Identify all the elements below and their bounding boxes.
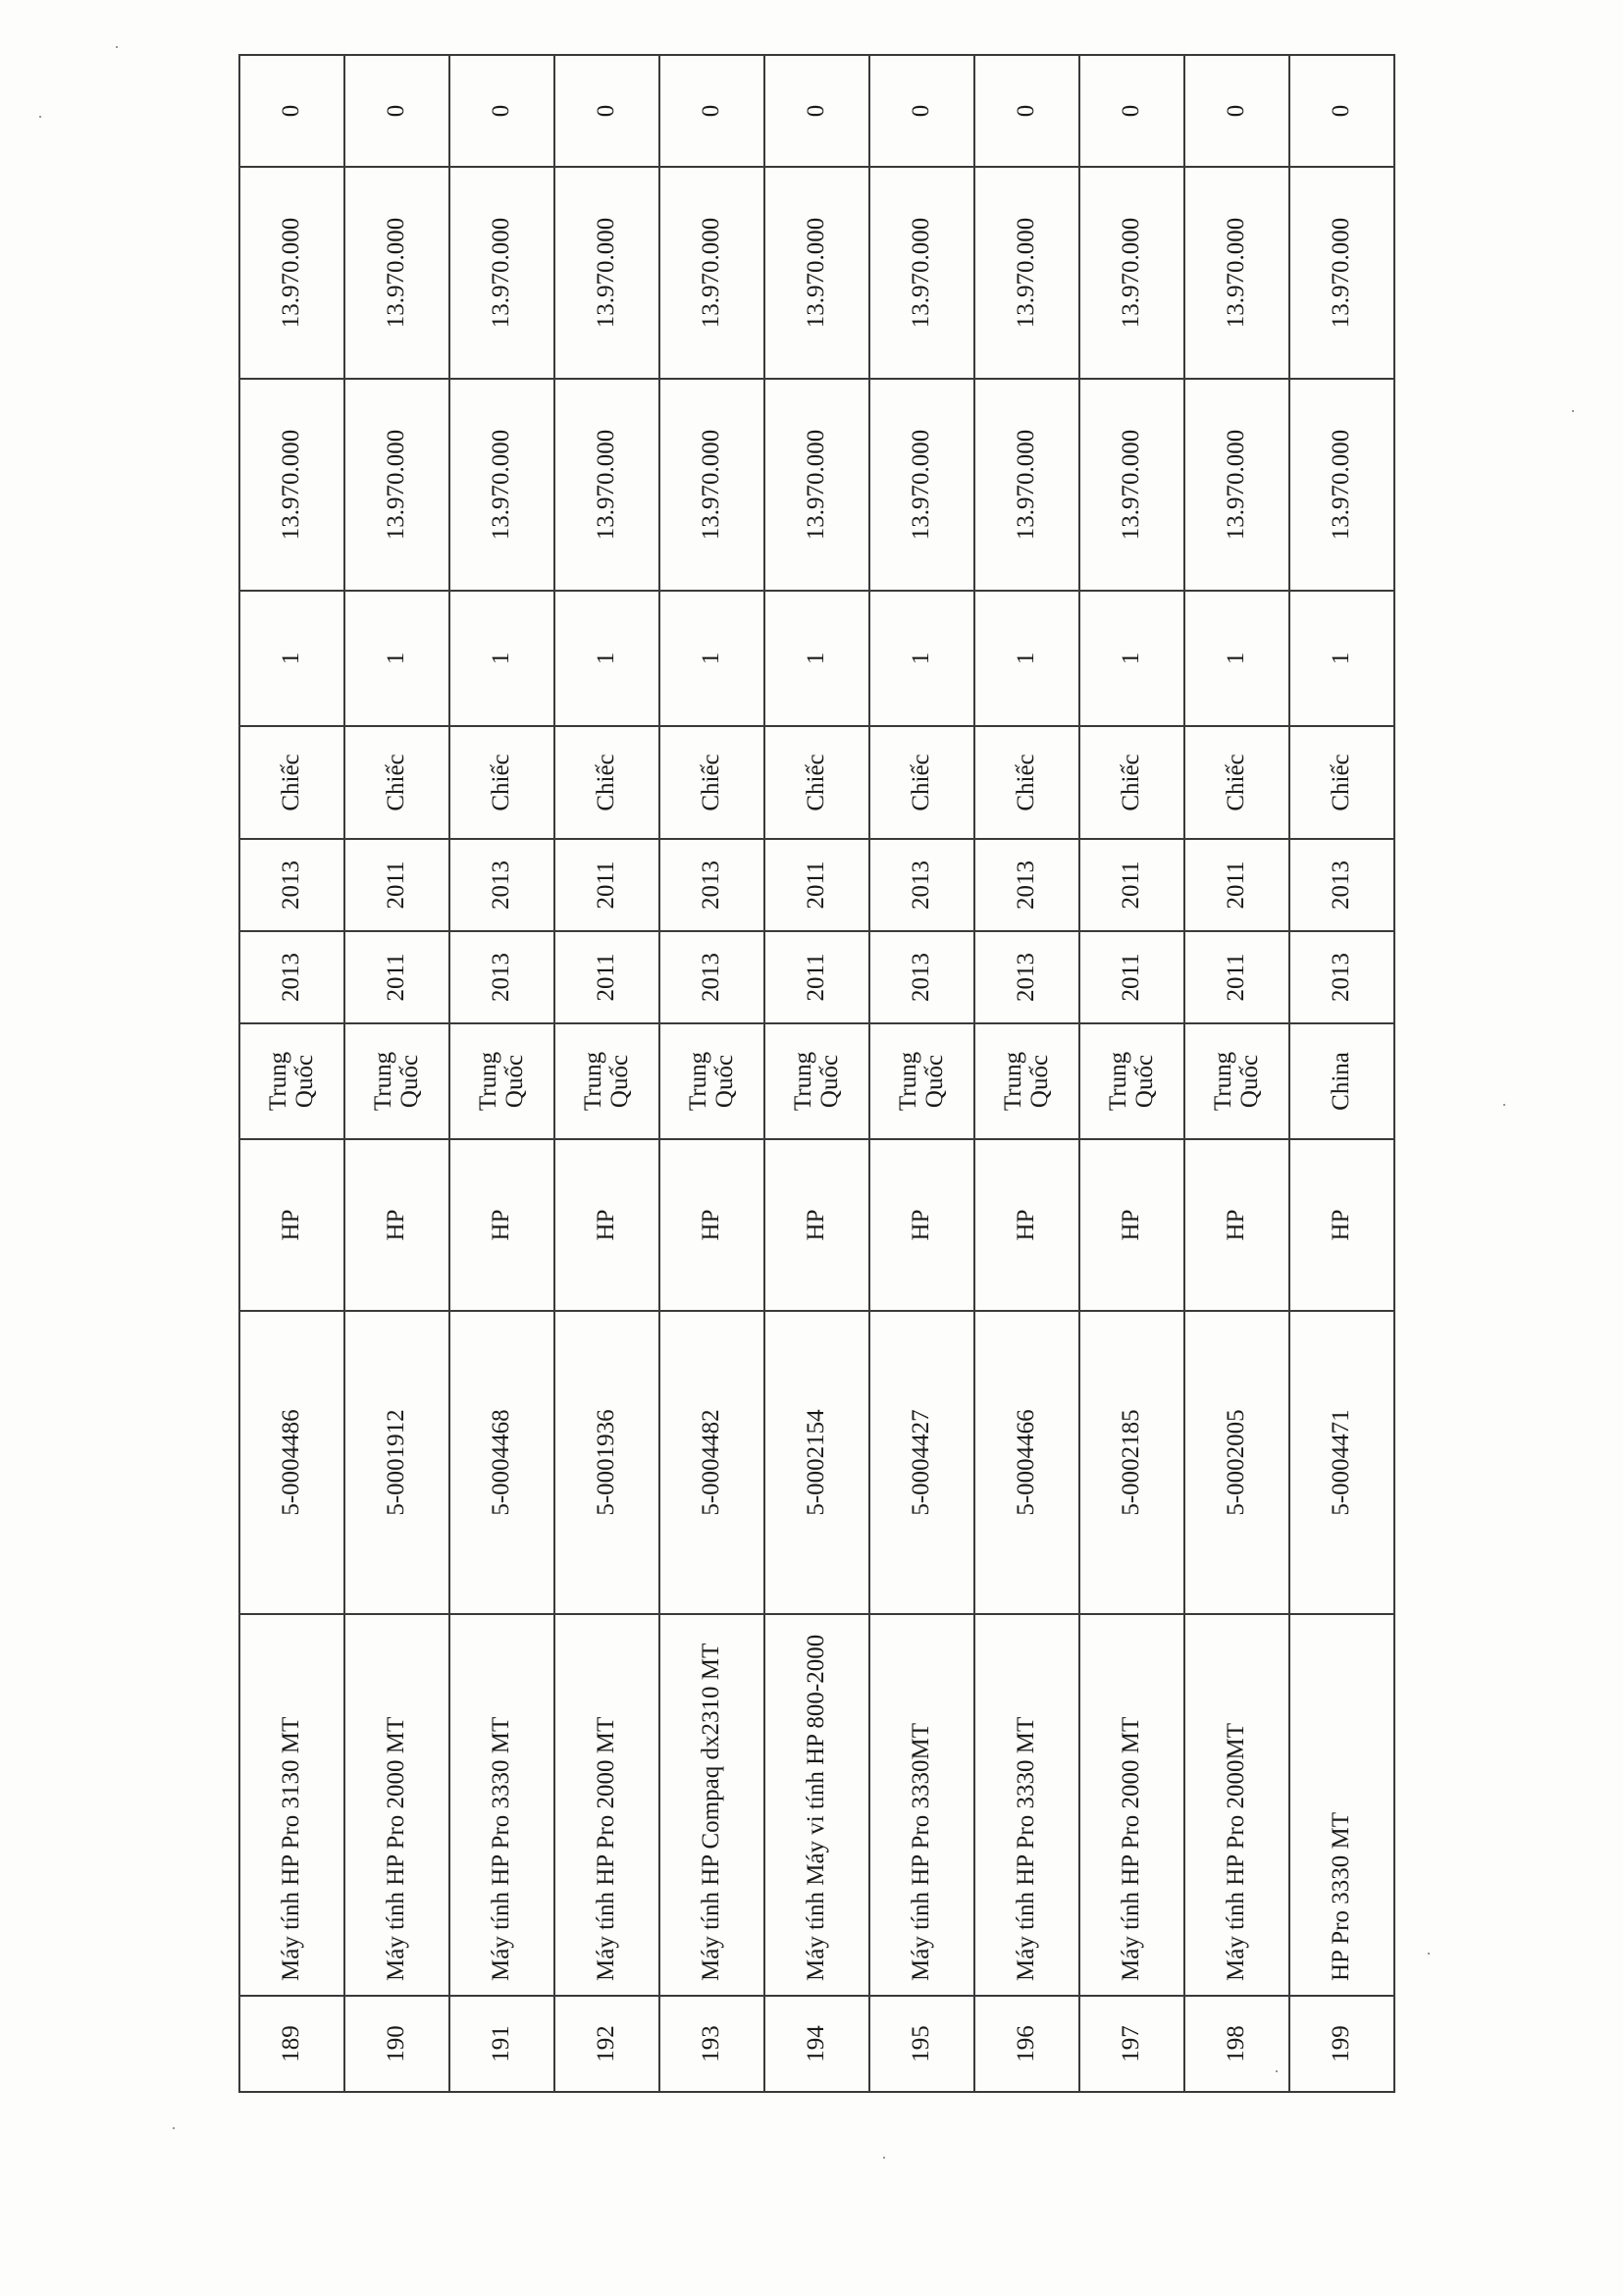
asset-name-cell: Máy tính HP Pro 2000MT [1184,1614,1289,1996]
table-row [1079,55,1184,2092]
origin-country-cell: Trung Quốc [554,1023,659,1139]
total-value-cell: 13.970.000 [449,167,554,379]
quantity-cell: 1 [554,591,659,726]
year-manufactured-cell: 2013 [1289,931,1394,1023]
year-in-use-cell: 2013 [974,839,1079,931]
asset-code-cell: 5-0002005 [1184,1311,1289,1614]
total-value-cell: 13.970.000 [239,167,344,379]
total-value-cell: 13.970.000 [344,167,449,379]
brand-cell: HP [1079,1139,1184,1311]
asset-code-cell: 5-0004468 [449,1311,554,1614]
unit-price-cell: 13.970.000 [344,379,449,591]
unit-price-cell: 13.970.000 [554,379,659,591]
unit-cell: Chiếc [239,726,344,839]
total-value-cell: 13.970.000 [554,167,659,379]
year-manufactured-cell: 2013 [974,931,1079,1023]
unit-cell: Chiếc [554,726,659,839]
remaining-value-cell: 0 [1289,55,1394,167]
year-manufactured-cell: 2013 [239,931,344,1023]
brand-cell: HP [239,1139,344,1311]
total-value-cell: 13.970.000 [1289,167,1394,379]
unit-cell: Chiếc [1079,726,1184,839]
scan-speck [1572,410,1574,412]
unit-price-cell: 13.970.000 [974,379,1079,591]
scan-speck [1503,1104,1505,1106]
unit-cell: Chiếc [869,726,974,839]
brand-cell: HP [554,1139,659,1311]
table-landscape-frame [238,56,1392,2093]
table-row [239,55,344,2092]
total-value-cell: 13.970.000 [1079,167,1184,379]
quantity-cell: 1 [449,591,554,726]
row-number-cell: 195 [869,1996,974,2092]
brand-cell: HP [344,1139,449,1311]
asset-name-cell: Máy tính HP Pro 2000 MT [344,1614,449,1996]
unit-price-cell: 13.970.000 [1184,379,1289,591]
table-row [974,55,1079,2092]
unit-price-cell: 13.970.000 [449,379,554,591]
asset-name-cell: Máy tính HP Pro 3330 MT [974,1614,1079,1996]
row-number-cell: 189 [239,1996,344,2092]
total-value-cell: 13.970.000 [869,167,974,379]
unit-cell: Chiếc [449,726,554,839]
asset-code-cell: 5-0001912 [344,1311,449,1614]
brand-cell: HP [1289,1139,1394,1311]
year-manufactured-cell: 2011 [554,931,659,1023]
remaining-value-cell: 0 [554,55,659,167]
remaining-value-cell: 0 [449,55,554,167]
row-number-cell: 199 [1289,1996,1394,2092]
unit-cell: Chiếc [974,726,1079,839]
row-number-cell: 193 [659,1996,764,2092]
table-row [764,55,869,2092]
table-row [659,55,764,2092]
table-row [869,55,974,2092]
asset-code-cell: 5-0002154 [764,1311,869,1614]
quantity-cell: 1 [1289,591,1394,726]
quantity-cell: 1 [1184,591,1289,726]
year-manufactured-cell: 2013 [659,931,764,1023]
remaining-value-cell: 0 [869,55,974,167]
origin-country-cell: China [1289,1023,1394,1139]
origin-country-cell: Trung Quốc [1184,1023,1289,1139]
year-in-use-cell: 2011 [554,839,659,931]
year-manufactured-cell: 2011 [764,931,869,1023]
table-row [1184,55,1289,2092]
year-manufactured-cell: 2013 [869,931,974,1023]
year-in-use-cell: 2013 [449,839,554,931]
asset-code-cell: 5-0004471 [1289,1311,1394,1614]
year-manufactured-cell: 2011 [1184,931,1289,1023]
row-number-cell: 197 [1079,1996,1184,2092]
total-value-cell: 13.970.000 [659,167,764,379]
table-row [1289,55,1394,2092]
table-row [554,55,659,2092]
unit-cell: Chiếc [764,726,869,839]
asset-code-cell: 5-0004466 [974,1311,1079,1614]
origin-country-cell: Trung Quốc [344,1023,449,1139]
year-manufactured-cell: 2013 [449,931,554,1023]
quantity-cell: 1 [1079,591,1184,726]
origin-country-cell: Trung Quốc [449,1023,554,1139]
unit-price-cell: 13.970.000 [1079,379,1184,591]
quantity-cell: 1 [344,591,449,726]
origin-country-cell: Trung Quốc [659,1023,764,1139]
scan-speck [1428,1953,1430,1955]
total-value-cell: 13.970.000 [974,167,1079,379]
year-in-use-cell: 2013 [1289,839,1394,931]
asset-name-cell: Máy tính HP Pro 3330 MT [449,1614,554,1996]
year-in-use-cell: 2013 [239,839,344,931]
unit-cell: Chiếc [1184,726,1289,839]
asset-code-cell: 5-0004486 [239,1311,344,1614]
unit-price-cell: 13.970.000 [1289,379,1394,591]
brand-cell: HP [974,1139,1079,1311]
unit-price-cell: 13.970.000 [764,379,869,591]
remaining-value-cell: 0 [1079,55,1184,167]
origin-country-cell: Trung Quốc [869,1023,974,1139]
year-in-use-cell: 2011 [764,839,869,931]
brand-cell: HP [764,1139,869,1311]
scan-speck [39,116,41,118]
quantity-cell: 1 [764,591,869,726]
brand-cell: HP [659,1139,764,1311]
origin-country-cell: Trung Quốc [764,1023,869,1139]
total-value-cell: 13.970.000 [764,167,869,379]
row-number-cell: 192 [554,1996,659,2092]
row-number-cell: 191 [449,1996,554,2092]
unit-cell: Chiếc [344,726,449,839]
remaining-value-cell: 0 [974,55,1079,167]
brand-cell: HP [1184,1139,1289,1311]
remaining-value-cell: 0 [659,55,764,167]
scan-speck [173,2127,175,2129]
row-number-cell: 190 [344,1996,449,2092]
year-in-use-cell: 2013 [869,839,974,931]
asset-name-cell: Máy tính HP Pro 3330MT [869,1614,974,1996]
unit-price-cell: 13.970.000 [869,379,974,591]
origin-country-cell: Trung Quốc [974,1023,1079,1139]
scan-speck [116,46,118,48]
year-in-use-cell: 2011 [1184,839,1289,931]
table-row [344,55,449,2092]
asset-name-cell: Máy tính Máy vi tính HP 800-2000 [764,1614,869,1996]
unit-cell: Chiếc [659,726,764,839]
asset-name-cell: Máy tính HP Compaq dx2310 MT [659,1614,764,1996]
asset-code-cell: 5-0004482 [659,1311,764,1614]
quantity-cell: 1 [659,591,764,726]
remaining-value-cell: 0 [344,55,449,167]
quantity-cell: 1 [239,591,344,726]
table-body [239,55,1394,2092]
year-in-use-cell: 2011 [1079,839,1184,931]
year-in-use-cell: 2013 [659,839,764,931]
origin-country-cell: Trung Quốc [1079,1023,1184,1139]
row-number-cell: 198 [1184,1996,1289,2092]
asset-inventory-table [238,54,1395,2093]
scan-speck [883,2157,885,2159]
asset-name-cell: HP Pro 3330 MT [1289,1614,1394,1996]
quantity-cell: 1 [869,591,974,726]
asset-code-cell: 5-0004427 [869,1311,974,1614]
asset-name-cell: Máy tính HP Pro 2000 MT [1079,1614,1184,1996]
brand-cell: HP [869,1139,974,1311]
total-value-cell: 13.970.000 [1184,167,1289,379]
scan-speck [1276,2070,1278,2072]
origin-country-cell: Trung Quốc [239,1023,344,1139]
asset-name-cell: Máy tính HP Pro 3130 MT [239,1614,344,1996]
unit-cell: Chiếc [1289,726,1394,839]
year-manufactured-cell: 2011 [344,931,449,1023]
year-manufactured-cell: 2011 [1079,931,1184,1023]
row-number-cell: 196 [974,1996,1079,2092]
asset-name-cell: Máy tính HP Pro 2000 MT [554,1614,659,1996]
table-row [449,55,554,2092]
unit-price-cell: 13.970.000 [659,379,764,591]
year-in-use-cell: 2011 [344,839,449,931]
asset-code-cell: 5-0002185 [1079,1311,1184,1614]
remaining-value-cell: 0 [764,55,869,167]
rotated-table-container [238,56,1392,2093]
remaining-value-cell: 0 [239,55,344,167]
quantity-cell: 1 [974,591,1079,726]
row-number-cell: 194 [764,1996,869,2092]
brand-cell: HP [449,1139,554,1311]
asset-code-cell: 5-0001936 [554,1311,659,1614]
remaining-value-cell: 0 [1184,55,1289,167]
unit-price-cell: 13.970.000 [239,379,344,591]
